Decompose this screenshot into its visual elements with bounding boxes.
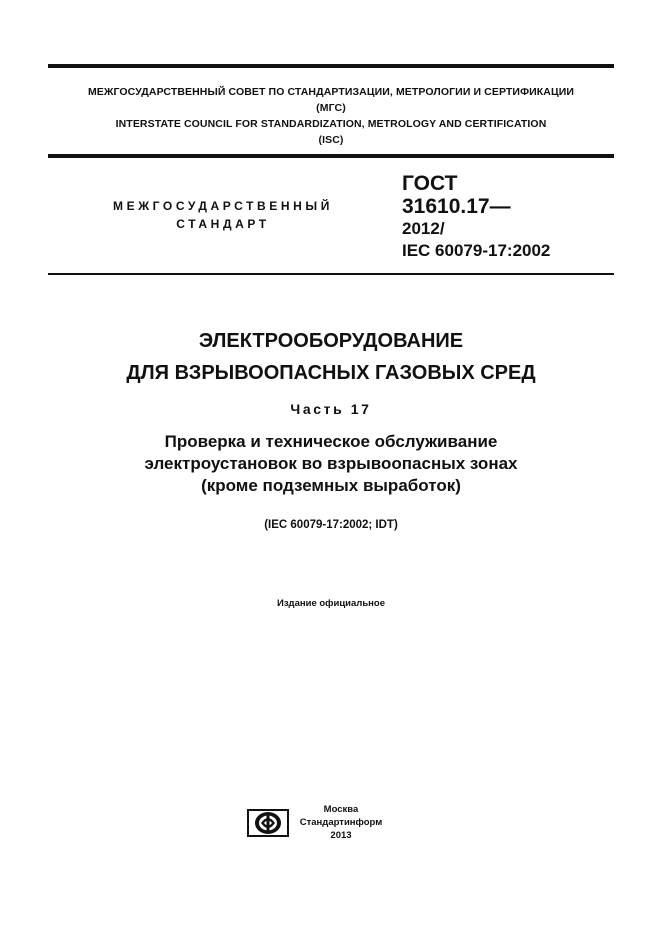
gost-designation — [402, 172, 612, 262]
part-number: Часть 17 — [290, 401, 372, 417]
standartinform-logo-icon — [247, 809, 289, 837]
title-line2: ДЛЯ ВЗРЫВООПАСНЫХ ГАЗОВЫХ СРЕД — [126, 362, 536, 384]
gost-code-line1: ГОСТ — [402, 172, 458, 195]
iec-reference: (IEC 60079-17:2002; IDT) — [264, 519, 398, 531]
subtitle-line2: электроустановок во взрывоопасных зонах — [144, 454, 518, 473]
document-subtitle — [48, 431, 614, 497]
imprint-year: 2013 — [330, 830, 352, 841]
standard-type-label — [100, 197, 346, 233]
gost-code-line2: 31610.17— — [402, 195, 511, 218]
middle-rule — [48, 154, 614, 158]
top-rule — [48, 64, 614, 68]
imprint-city: Москва — [323, 804, 359, 815]
title-line1: ЭЛЕКТРООБОРУДОВАНИЕ — [198, 330, 464, 352]
thin-rule — [48, 273, 614, 275]
standard-type-line2: СТАНДАРТ — [176, 217, 270, 231]
standard-type-line1: МЕЖГОСУДАРСТВЕННЫЙ — [113, 199, 333, 213]
subtitle-line1: Проверка и техническое обслуживание — [164, 432, 498, 451]
edition-note: Издание официальное — [277, 598, 385, 609]
gost-code-line4: IEC 60079-17:2002 — [402, 241, 551, 260]
council-name-ru: МЕЖГОСУДАРСТВЕННЫЙ СОВЕТ ПО СТАНДАРТИЗАЦИИ, МЕТРОЛОГИИ И СЕРТИФИКАЦИИ — [87, 86, 575, 98]
council-abbr-ru: (МГС) — [316, 102, 346, 114]
subtitle-line3: (кроме подземных выработок) — [201, 476, 461, 495]
council-abbr-en: (ISC) — [318, 134, 344, 146]
gost-code-line3: 2012/ — [402, 219, 445, 238]
publisher-imprint — [296, 803, 386, 842]
council-name-en: INTERSTATE COUNCIL FOR STANDARDIZATION, METROLOGY AND CERTIFICATION — [115, 118, 547, 130]
document-title — [48, 325, 614, 389]
council-header — [48, 84, 614, 148]
imprint-publisher: Стандартинформ — [299, 817, 383, 828]
